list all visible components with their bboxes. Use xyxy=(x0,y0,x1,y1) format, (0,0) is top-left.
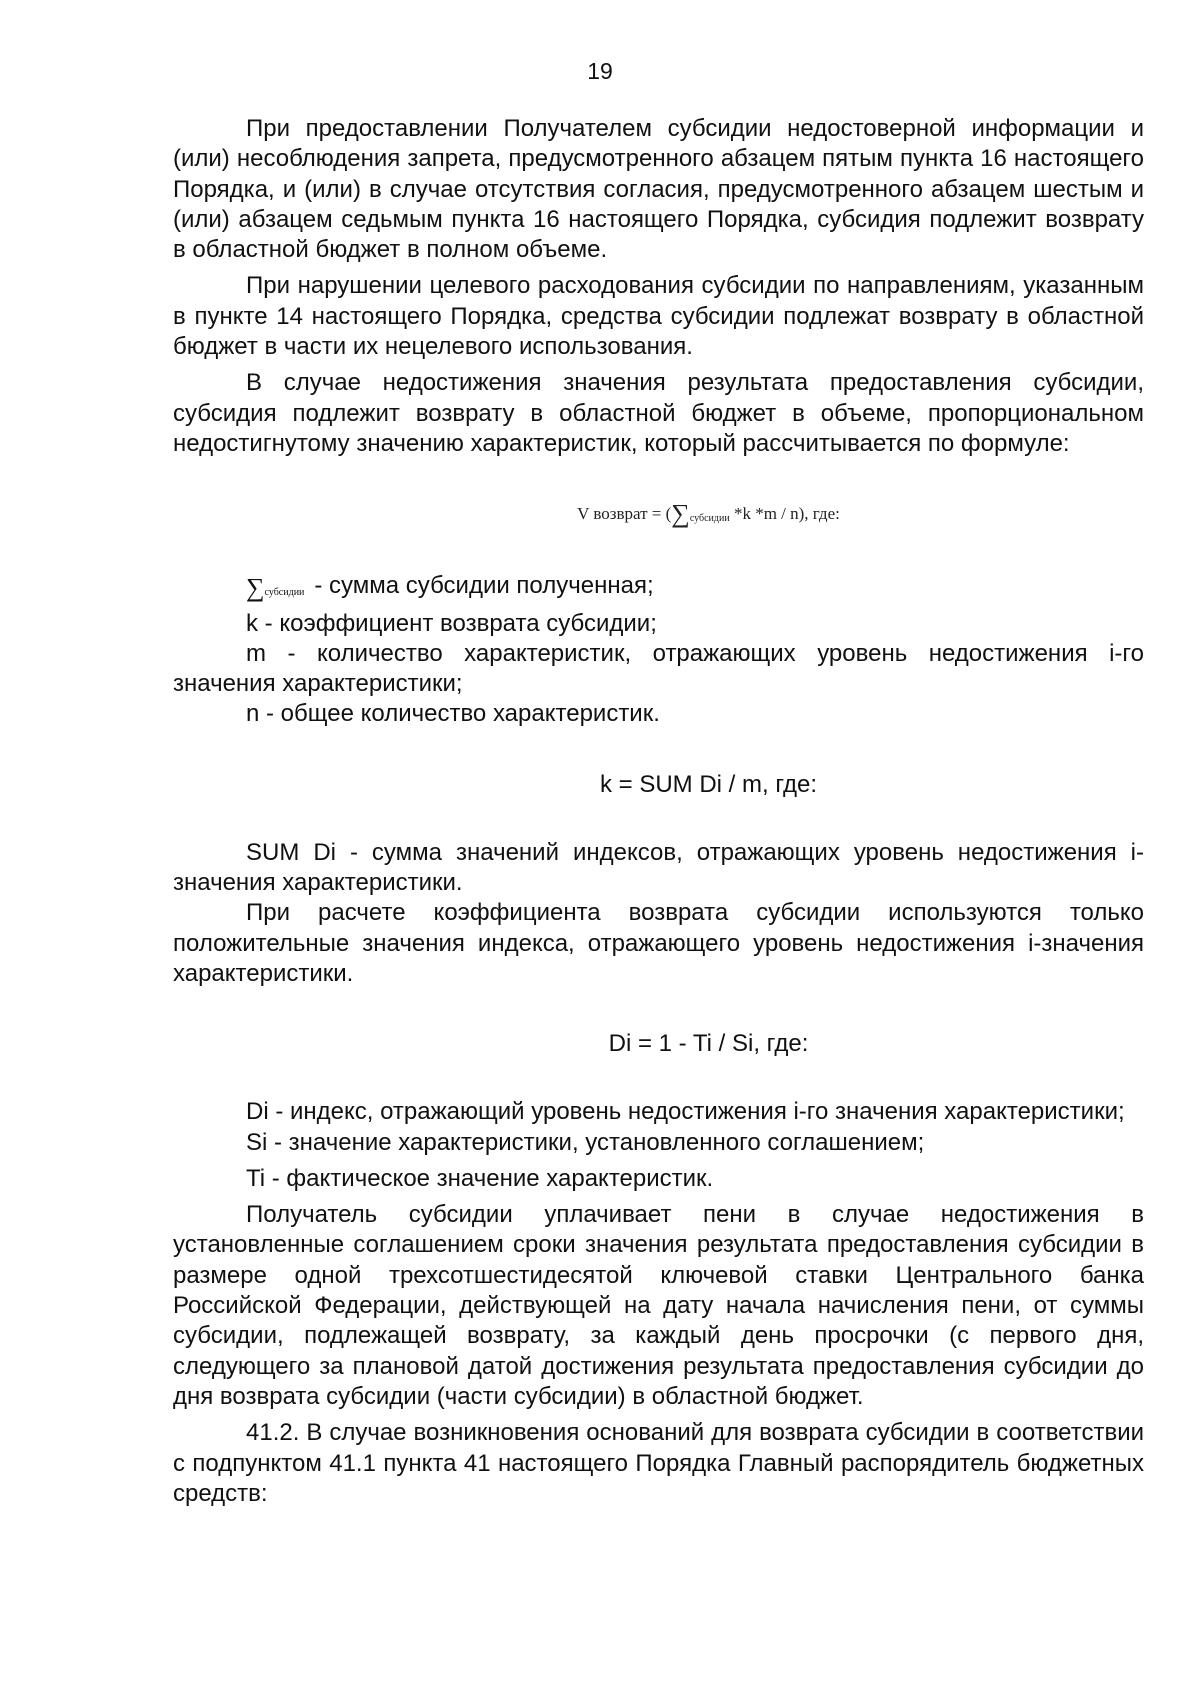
page-number: 19 xyxy=(587,58,613,84)
definition-sum-di: SUM Di - сумма значений индексов, отражающих уровень недостижения i-значения характеристики. xyxy=(173,838,1144,897)
definition-si: Si - значение характеристики, установленного соглашением; xyxy=(246,1128,925,1156)
sum-definition-symbol: $\sum_{субсидии}$ xyxy=(246,573,305,603)
definition-di: Di - индекс, отражающий уровень недостижения i-го значения характеристики; xyxy=(246,1098,1125,1126)
formula-refund-volume xyxy=(273,499,1144,531)
definition-ti: Ti - фактическое значение характеристик. xyxy=(246,1164,714,1192)
sum-definition-text: - сумма субсидии полученная; xyxy=(314,572,654,600)
paragraph-penalty: Получатель субсидии уплачивает пени в случае недостижения в установленные соглашением сроки значения результата предоставления субсидии в размере одной трехсотшестидесятой ключевой ставки Центрального банка Российской Федерации, действующей на дату начала начисления пени, от суммы субсидии, подлежащей возврату, за каждый день просрочки (с первого дня, следующего за плановой датой достижения результата предоставления субсидии до дня возврата субсидии (части субсидии) в областной бюджет. xyxy=(173,1201,1144,1410)
paragraph-unreliable-info: При предоставлении Получателем субсидии недостоверной информации и (или) несоблюдения запрета, предусмотренного абзацем пятым пункта 16 настоящего Порядка, и (или) в случае отсутствия согласия, предусмотренного абзацем шестым и (или) абзацем седьмым пункта 16 настоящего Порядка, субсидия подлежит возврату в областной бюджет в полном объеме. xyxy=(173,115,1144,264)
formula-refund-right: *k *m / n), где: xyxy=(729,504,840,524)
paragraph-misuse: При нарушении целевого расходования субсидии по направлениям, указанным в пункте 14 настоящего Порядка, средства субсидии подлежат возврату в областной бюджет в части их нецелевого использования. xyxy=(173,272,1144,361)
formula-index-di: Di = 1 - Ti / Si, где: xyxy=(608,1030,809,1058)
definition-n: n - общее количество характеристик. xyxy=(246,700,660,728)
formula-coefficient-k: k = SUM Di / m, где: xyxy=(599,770,818,798)
document-body xyxy=(173,114,1144,1509)
paragraph-clause-41-2: 41.2. В случае возникновения оснований для возврата субсидии в соответствии с подпунктом 41.1 пункта 41 настоящего Порядка Главный распорядитель бюджетных средств: xyxy=(173,1419,1144,1507)
paragraph-non-achievement: В случае недостижения значения результата предоставления субсидии, субсидия подлежит возврату в областной бюджет в объеме, пропорциональном недостигнутому значению характеристик, который рассчитывается по формуле: xyxy=(173,369,1144,457)
formula-refund-left: V возврат = ( xyxy=(577,504,672,524)
definition-k: k - коэффициент возврата субсидии; xyxy=(246,609,657,637)
sum-symbol: ∑ xyxy=(671,499,690,529)
definition-sum-subsidy xyxy=(173,571,1144,608)
paragraph-calc-note: При расчете коэффициента возврата субсидии используются только положительные значения индекса, отражающего уровень недостижения i-значения характеристики. xyxy=(173,899,1144,987)
definition-m: m - количество характеристик, отражающих уровень недостижения i-го значения характеристики; xyxy=(173,639,1144,698)
sum-subscript: субсидии xyxy=(689,513,730,525)
